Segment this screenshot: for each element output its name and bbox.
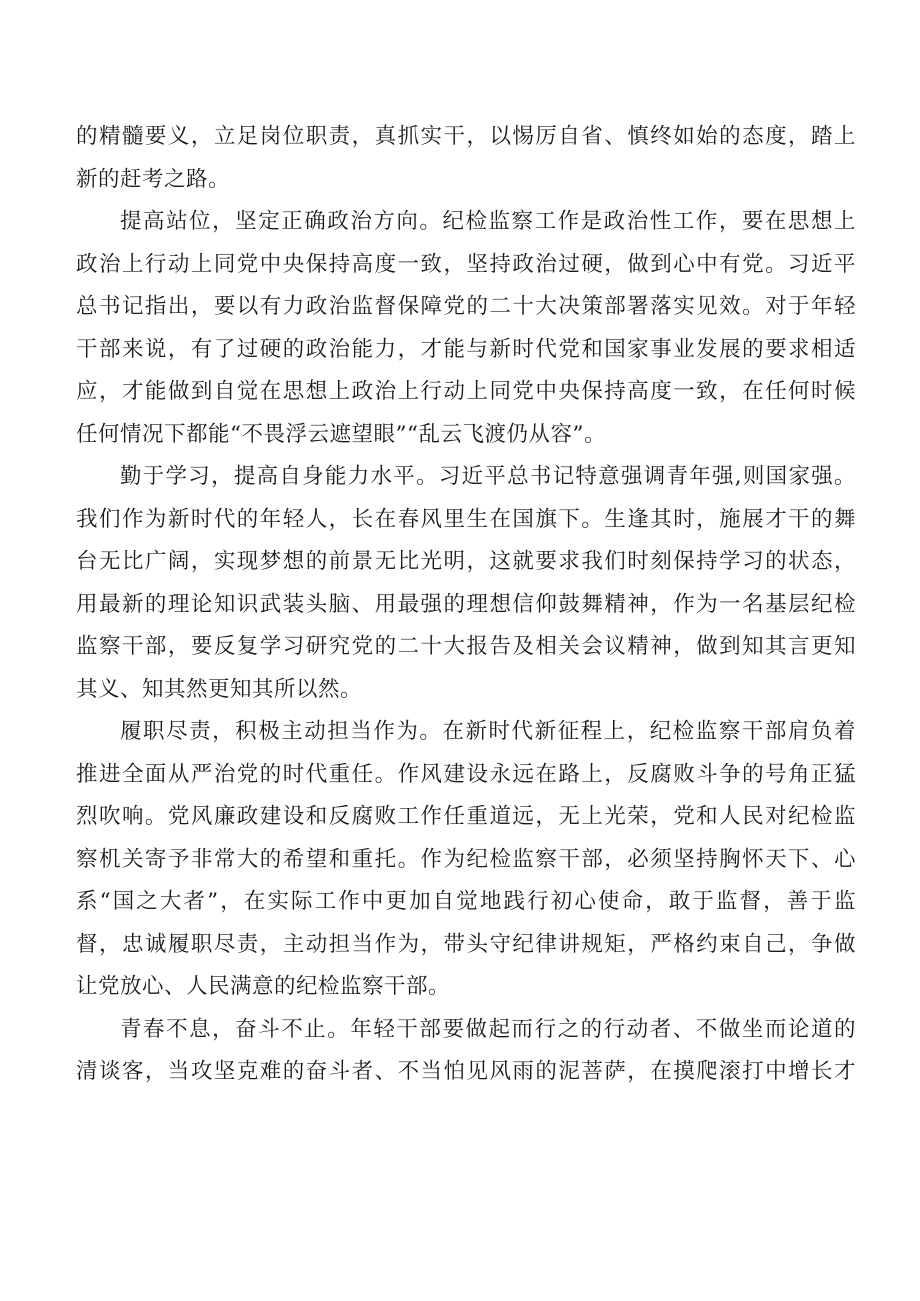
paragraph-1 [76,116,856,201]
text-line: 推进全面从严治党的时代重任。作风建设永远在路上，反腐败斗争的号角正猛 [76,761,856,787]
text-line: 青春不息，奋斗不止。年轻干部要做起而行之的行动者、不做坐而论道的 [120,1016,856,1042]
paragraph-4 [76,711,856,1009]
text-line: 让党放心、人民满意的纪检监察干部。 [76,974,451,999]
paragraph-3 [76,456,856,711]
text-line: 系“国之大者”，在实际工作中更加自觉地践行初心使命，敢于监督，善于监 [76,889,856,914]
text-line: 监察干部，要反复学习研究党的二十大报告及相关会议精神，做到知其言更知 [76,634,856,659]
text-line: 干部来说，有了过硬的政治能力，才能与新时代党和国家事业发展的要求相适 [76,336,856,362]
text-line: 提高站位，坚定正确政治方向。纪检监察工作是政治性工作，要在思想上 [120,209,856,234]
text-line: 督，忠诚履职尽责，主动担当作为，带头守纪律讲规矩，严格约束自己，争做 [76,931,856,957]
text-line: 新的赶考之路。 [76,166,231,192]
text-line: 我们作为新时代的年轻人，长在春风里生在国旗下。生逢其时，施展才干的舞 [76,506,856,532]
text-line: 履职尽责，积极主动担当作为。在新时代新征程上，纪检监察干部肩负着 [120,719,856,744]
paragraph-5 [76,1009,856,1094]
text-line: 总书记指出，要以有力政治监督保障党的二十大决策部署落实见效。对于年轻 [76,294,856,319]
text-line: 清谈客，当攻坚克难的奋斗者、不当怕见风雨的泥菩萨，在摸爬滚打中增长才 [76,1059,856,1084]
text-line: 用最新的理论知识武装头脑、用最强的理想信仰鼓舞精神，作为一名基层纪检 [76,591,856,617]
text-line: 应，才能做到自觉在思想上政治上行动上同党中央保持高度一致，在任何时候 [76,379,856,404]
text-line: 烈吹响。党风廉政建设和反腐败工作任重道远，无上光荣，党和人民对纪检监 [76,804,856,829]
text-line: 政治上行动上同党中央保持高度一致，坚持政治过硬，做到心中有党。习近平 [76,251,856,277]
text-line: 的精髓要义，立足岗位职责，真抓实干，以惕厉自省、慎终如始的态度，踏上 [76,124,856,149]
document-body [76,116,856,1094]
text-line: 察机关寄予非常大的希望和重托。作为纪检监察干部，必须坚持胸怀天下、心 [76,846,856,872]
text-line: 其义、知其然更知其所以然。 [76,676,363,702]
text-line: 台无比广阔，实现梦想的前景无比光明，这就要求我们时刻保持学习的状态， [76,549,856,574]
text-line: 任何情况下都能“不畏浮云遮望眼”“乱云飞渡仍从容”。 [76,421,606,447]
text-line: 勤于学习，提高自身能力水平。习近平总书记特意强调青年强,则国家强。 [120,464,856,489]
paragraph-2 [76,201,856,456]
